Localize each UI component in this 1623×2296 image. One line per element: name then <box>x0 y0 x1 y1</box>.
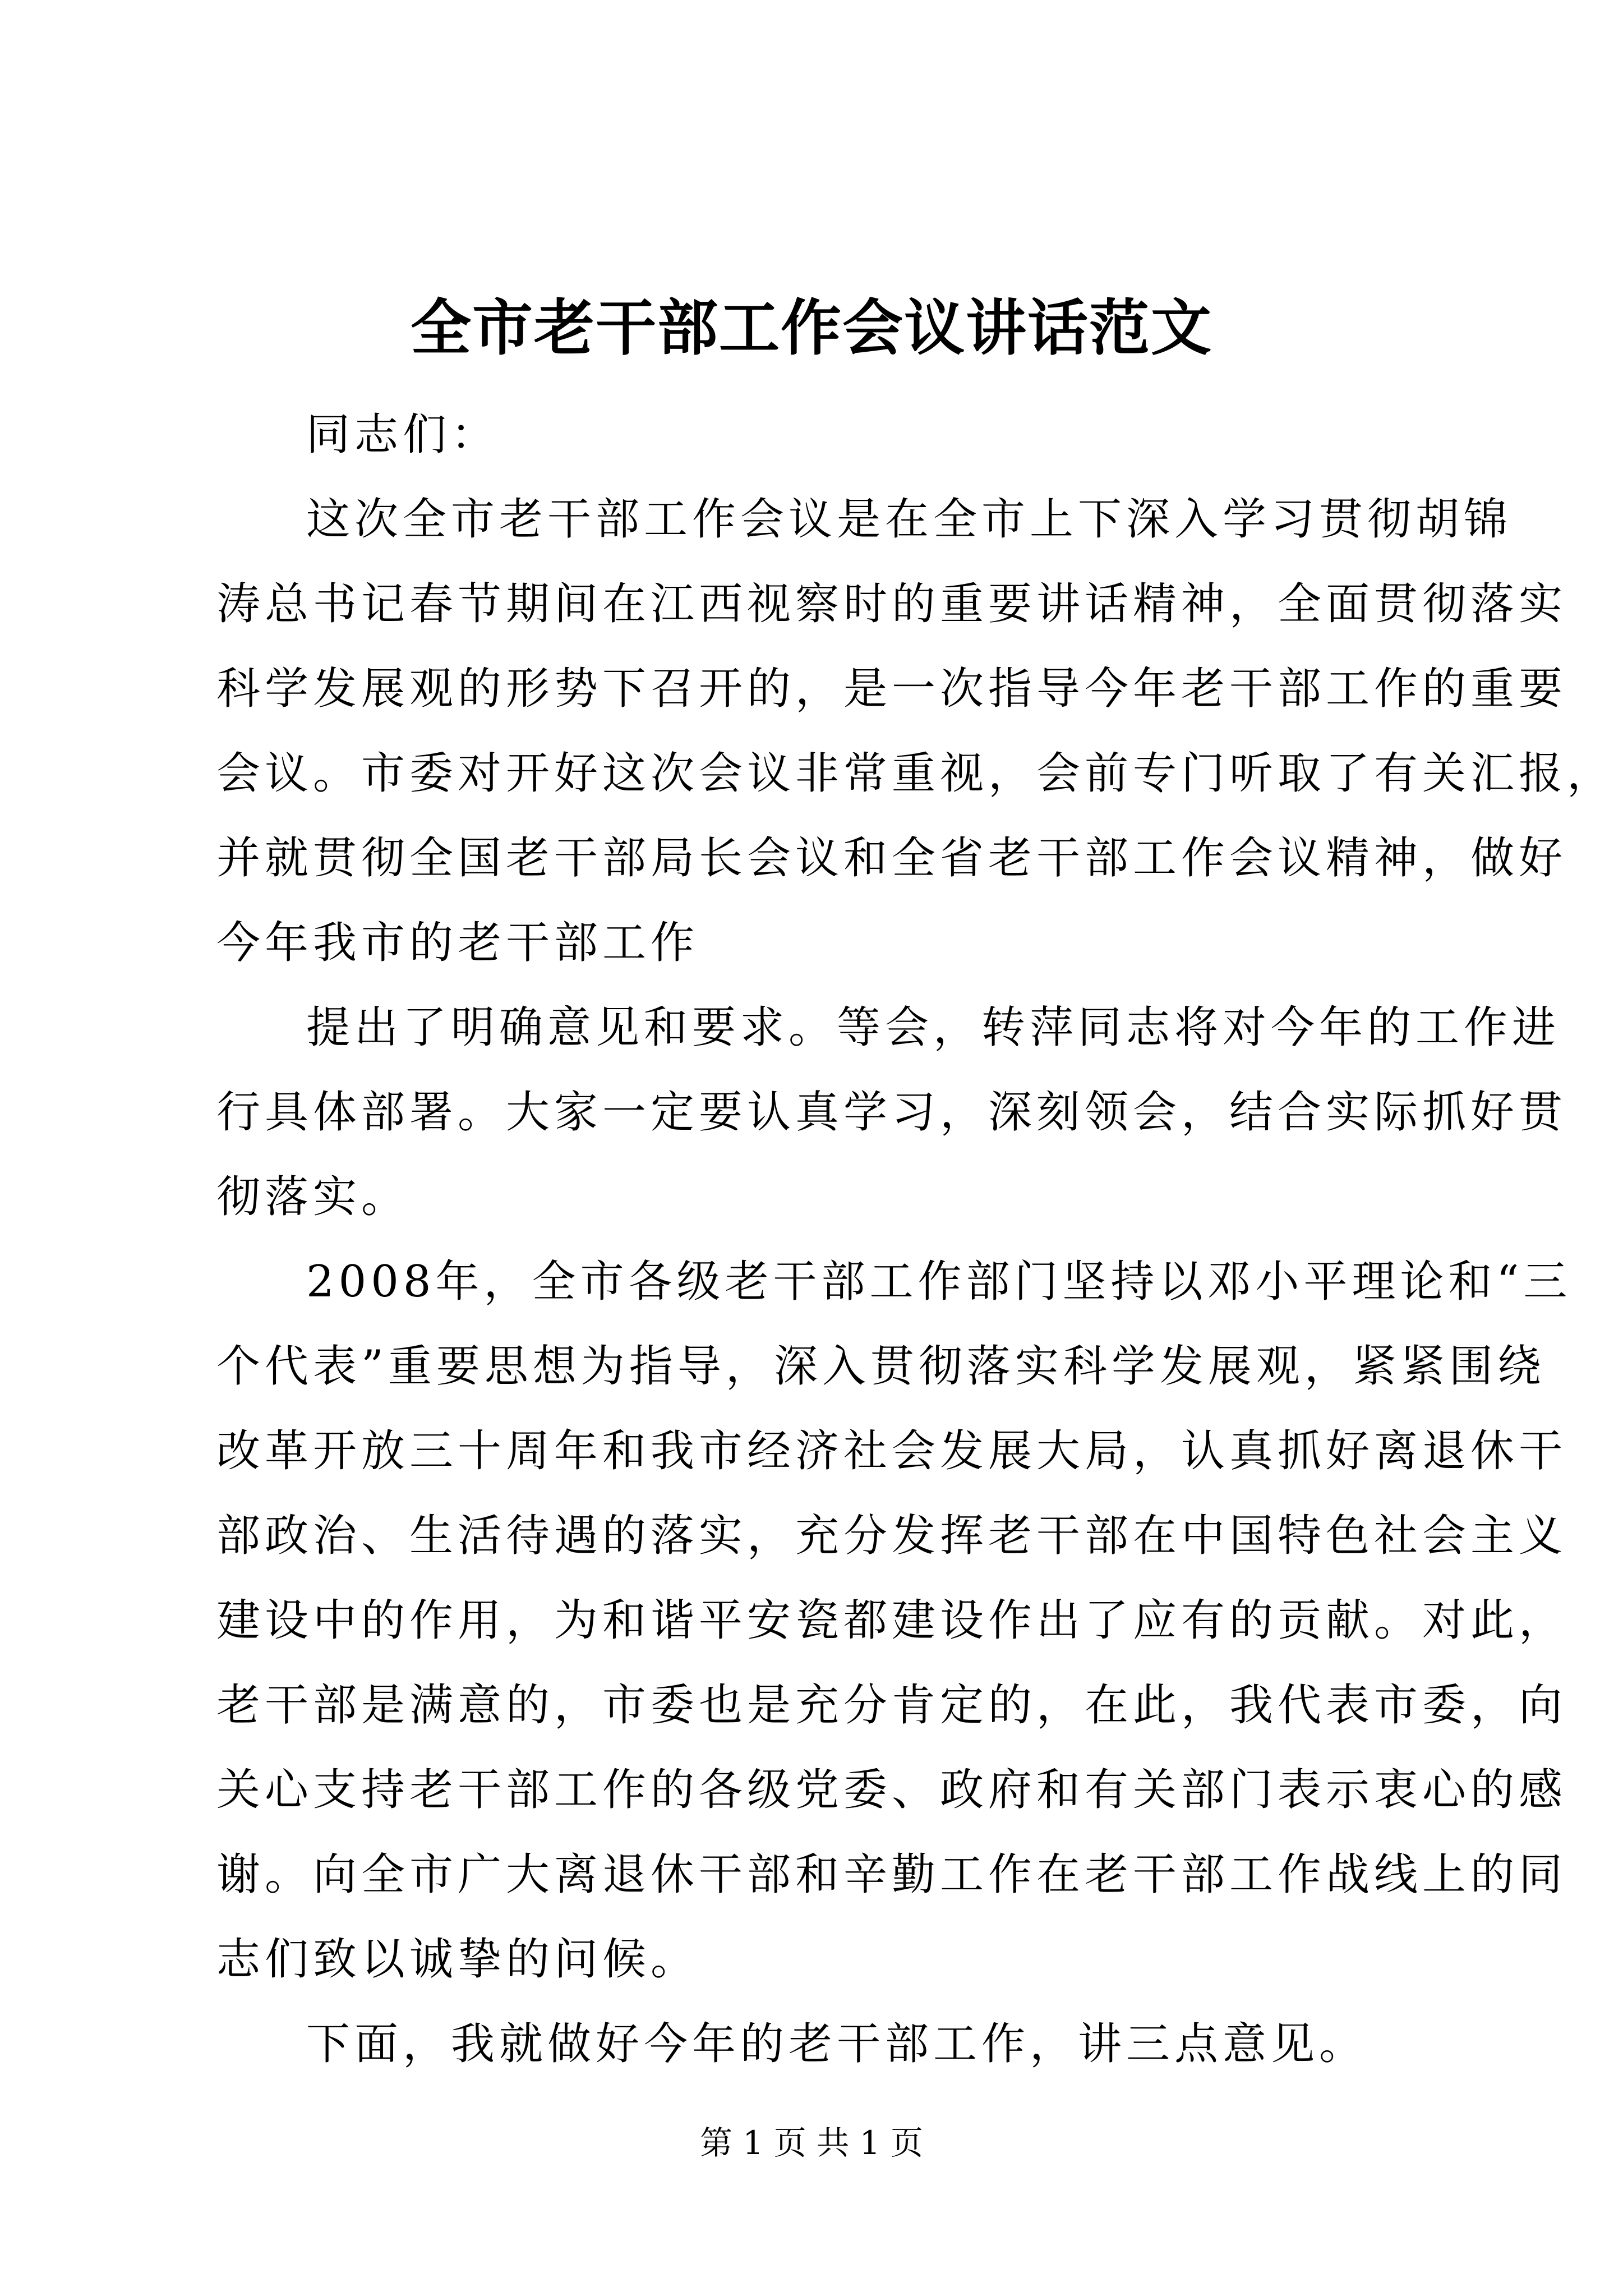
body-line: 改革开放三十周年和我市经济社会发展大局，认真抓好离退休干 <box>216 1426 1567 1476</box>
body-line: 志们致以诚挚的问候。 <box>216 1934 699 1985</box>
body-line: 彻落实。 <box>216 1172 410 1222</box>
body-line: 下面，我就做好今年的老干部工作，讲三点意见。 <box>306 2019 1368 2069</box>
body-line: 今年我市的老干部工作 <box>216 918 699 968</box>
body-line: 并就贯彻全国老干部局长会议和全省老干部工作会议精神，做好 <box>216 833 1567 884</box>
body-line: 这次全市老干部工作会议是在全市上下深入学习贯彻胡锦 <box>306 494 1513 545</box>
body-line: 同志们： <box>306 409 500 460</box>
body-line: 个代表”重要思想为指导，深入贯彻落实科学发展观，紧紧围绕 <box>216 1341 1546 1392</box>
document-body <box>216 393 1616 2087</box>
body-line: 涛总书记春节期间在江西视察时的重要讲话精神，全面贯彻落实 <box>216 579 1567 629</box>
body-line: 行具体部署。大家一定要认真学习，深刻领会，结合实际抓好贯 <box>216 1087 1567 1138</box>
page-footer: 第 1 页 共 1 页 <box>700 2124 923 2162</box>
body-line: 建设中的作用，为和谐平安瓷都建设作出了应有的贡献。对此， <box>216 1595 1567 1646</box>
body-line: 关心支持老干部工作的各级党委、政府和有关部门表示衷心的感 <box>216 1765 1567 1815</box>
document-title: 全市老干部工作会议讲话范文 <box>410 293 1212 364</box>
body-line: 谢。向全市广大离退休干部和辛勤工作在老干部工作战线上的同 <box>216 1849 1567 1900</box>
body-line: 会议。市委对开好这次会议非常重视，会前专门听取了有关汇报， <box>216 748 1616 799</box>
body-line: 老干部是满意的，市委也是充分肯定的，在此，我代表市委，向 <box>216 1680 1567 1731</box>
body-line: 部政治、生活待遇的落实，充分发挥老干部在中国特色社会主义 <box>216 1511 1567 1561</box>
body-line: 提出了明确意见和要求。等会，转萍同志将对今年的工作进 <box>306 1002 1561 1053</box>
body-line: 2008年，全市各级老干部工作部门坚持以邓小平理论和“三 <box>306 1257 1572 1307</box>
body-line: 科学发展观的形势下召开的，是一次指导今年老干部工作的重要 <box>216 664 1567 714</box>
